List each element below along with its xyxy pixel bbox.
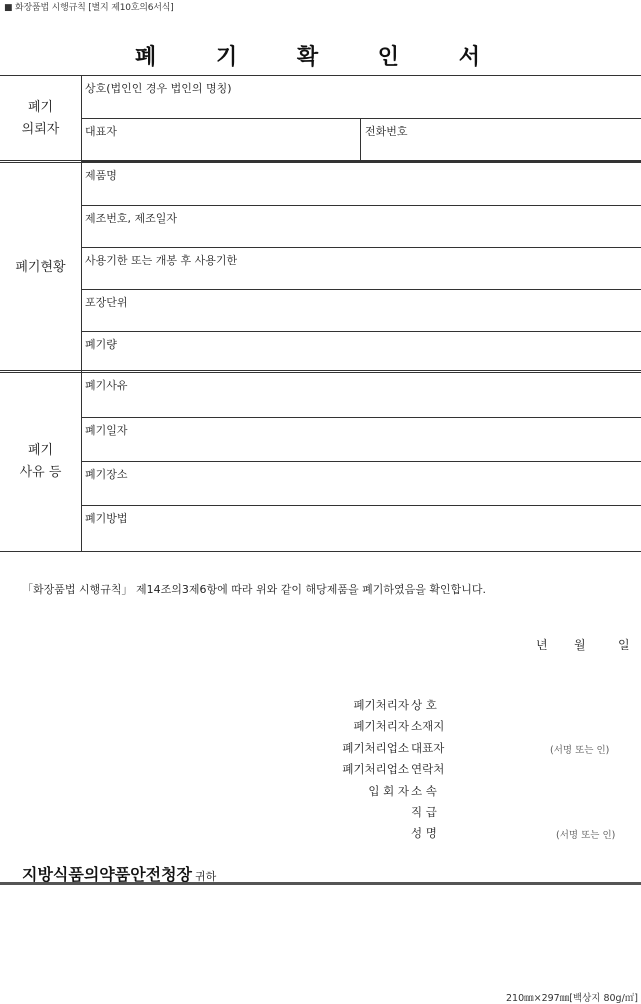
expiry-label: 사용기한 또는 개봉 후 사용기한 bbox=[85, 254, 238, 267]
sig-field-address[interactable]: 소재지 bbox=[411, 719, 445, 733]
bottom-divider bbox=[0, 882, 641, 885]
signature-note-representative[interactable]: (서명 또는 인) bbox=[550, 745, 610, 756]
company-label: 상호(법인인 경우 법인의 명칭) bbox=[85, 82, 232, 95]
lot-field[interactable] bbox=[81, 206, 641, 248]
quantity-field[interactable] bbox=[81, 332, 641, 372]
disposal-place-field[interactable] bbox=[81, 462, 641, 506]
date-day[interactable]: 일 bbox=[618, 638, 630, 652]
document-title: 폐 기 확 인 서 bbox=[135, 45, 506, 70]
confirmation-statement: 「화장품법 시행규칙」 제14조의3제6항에 따라 위와 같이 해당제품을 폐기하였음을 확인합니다. bbox=[22, 583, 486, 596]
sig-role-5: 입 회 자 bbox=[368, 784, 409, 798]
disposal-method-field[interactable] bbox=[81, 506, 641, 550]
requester-side-label bbox=[0, 76, 82, 162]
sig-role-4: 폐기처리업소 bbox=[342, 762, 409, 776]
phone-label: 전화번호 bbox=[365, 125, 408, 138]
expiry-field[interactable] bbox=[81, 248, 641, 290]
sig-field-rank[interactable]: 직 급 bbox=[411, 805, 437, 819]
package-field[interactable] bbox=[81, 290, 641, 332]
requester-side-line2: 의뢰자 bbox=[21, 122, 60, 137]
company-field[interactable] bbox=[81, 76, 641, 119]
reason-field[interactable] bbox=[81, 373, 641, 418]
status-section bbox=[0, 160, 641, 373]
requester-section bbox=[0, 75, 641, 162]
date-month[interactable]: 월 bbox=[574, 638, 586, 652]
quantity-label: 폐기량 bbox=[85, 338, 117, 351]
package-label: 포장단위 bbox=[85, 296, 128, 309]
disposal-method-label: 폐기방법 bbox=[85, 512, 128, 525]
reason-label: 폐기사유 bbox=[85, 379, 128, 392]
form-id: ■ 화장품법 시행규칙 [별지 제10호의6서식] bbox=[4, 3, 174, 13]
sig-role-2: 폐기처리자 bbox=[353, 719, 409, 733]
representative-label: 대표자 bbox=[85, 125, 117, 138]
requester-side-line1: 폐기 bbox=[27, 100, 54, 115]
product-name-label: 제품명 bbox=[85, 169, 117, 182]
representative-phone-row bbox=[81, 119, 641, 162]
disposal-date-label: 폐기일자 bbox=[85, 424, 128, 437]
paper-spec: 210㎜×297㎜[백상지 80g/㎡] bbox=[505, 993, 638, 1004]
reason-section bbox=[0, 370, 641, 552]
reason-side-line2: 사유 등 bbox=[19, 465, 62, 480]
addressee-suffix: 귀하 bbox=[195, 870, 217, 883]
disposal-place-label: 폐기장소 bbox=[85, 468, 128, 481]
sig-role-1: 폐기처리자 bbox=[353, 698, 409, 712]
signature-note-name[interactable]: (서명 또는 인) bbox=[556, 830, 616, 841]
reason-side-line1: 폐기 bbox=[27, 443, 54, 458]
disposal-date-field[interactable] bbox=[81, 418, 641, 462]
reason-side-label bbox=[0, 373, 82, 551]
addressee-name: 지방식품의약품안전청장 bbox=[22, 865, 193, 884]
lot-label: 제조번호, 제조일자 bbox=[85, 212, 178, 225]
sig-field-name[interactable]: 성 명 bbox=[411, 826, 437, 840]
representative-field[interactable] bbox=[81, 119, 360, 161]
sig-field-representative[interactable]: 대표자 bbox=[411, 741, 445, 755]
sig-field-contact[interactable]: 연락처 bbox=[411, 762, 445, 776]
date-year[interactable]: 년 bbox=[536, 638, 548, 652]
product-name-field[interactable] bbox=[81, 163, 641, 206]
sig-field-company[interactable]: 상 호 bbox=[411, 698, 437, 712]
status-side-label: 폐기현황 bbox=[0, 163, 82, 373]
sig-role-3: 폐기처리업소 bbox=[342, 741, 409, 755]
phone-field[interactable] bbox=[361, 119, 641, 161]
sig-field-affiliation[interactable]: 소 속 bbox=[411, 784, 437, 798]
